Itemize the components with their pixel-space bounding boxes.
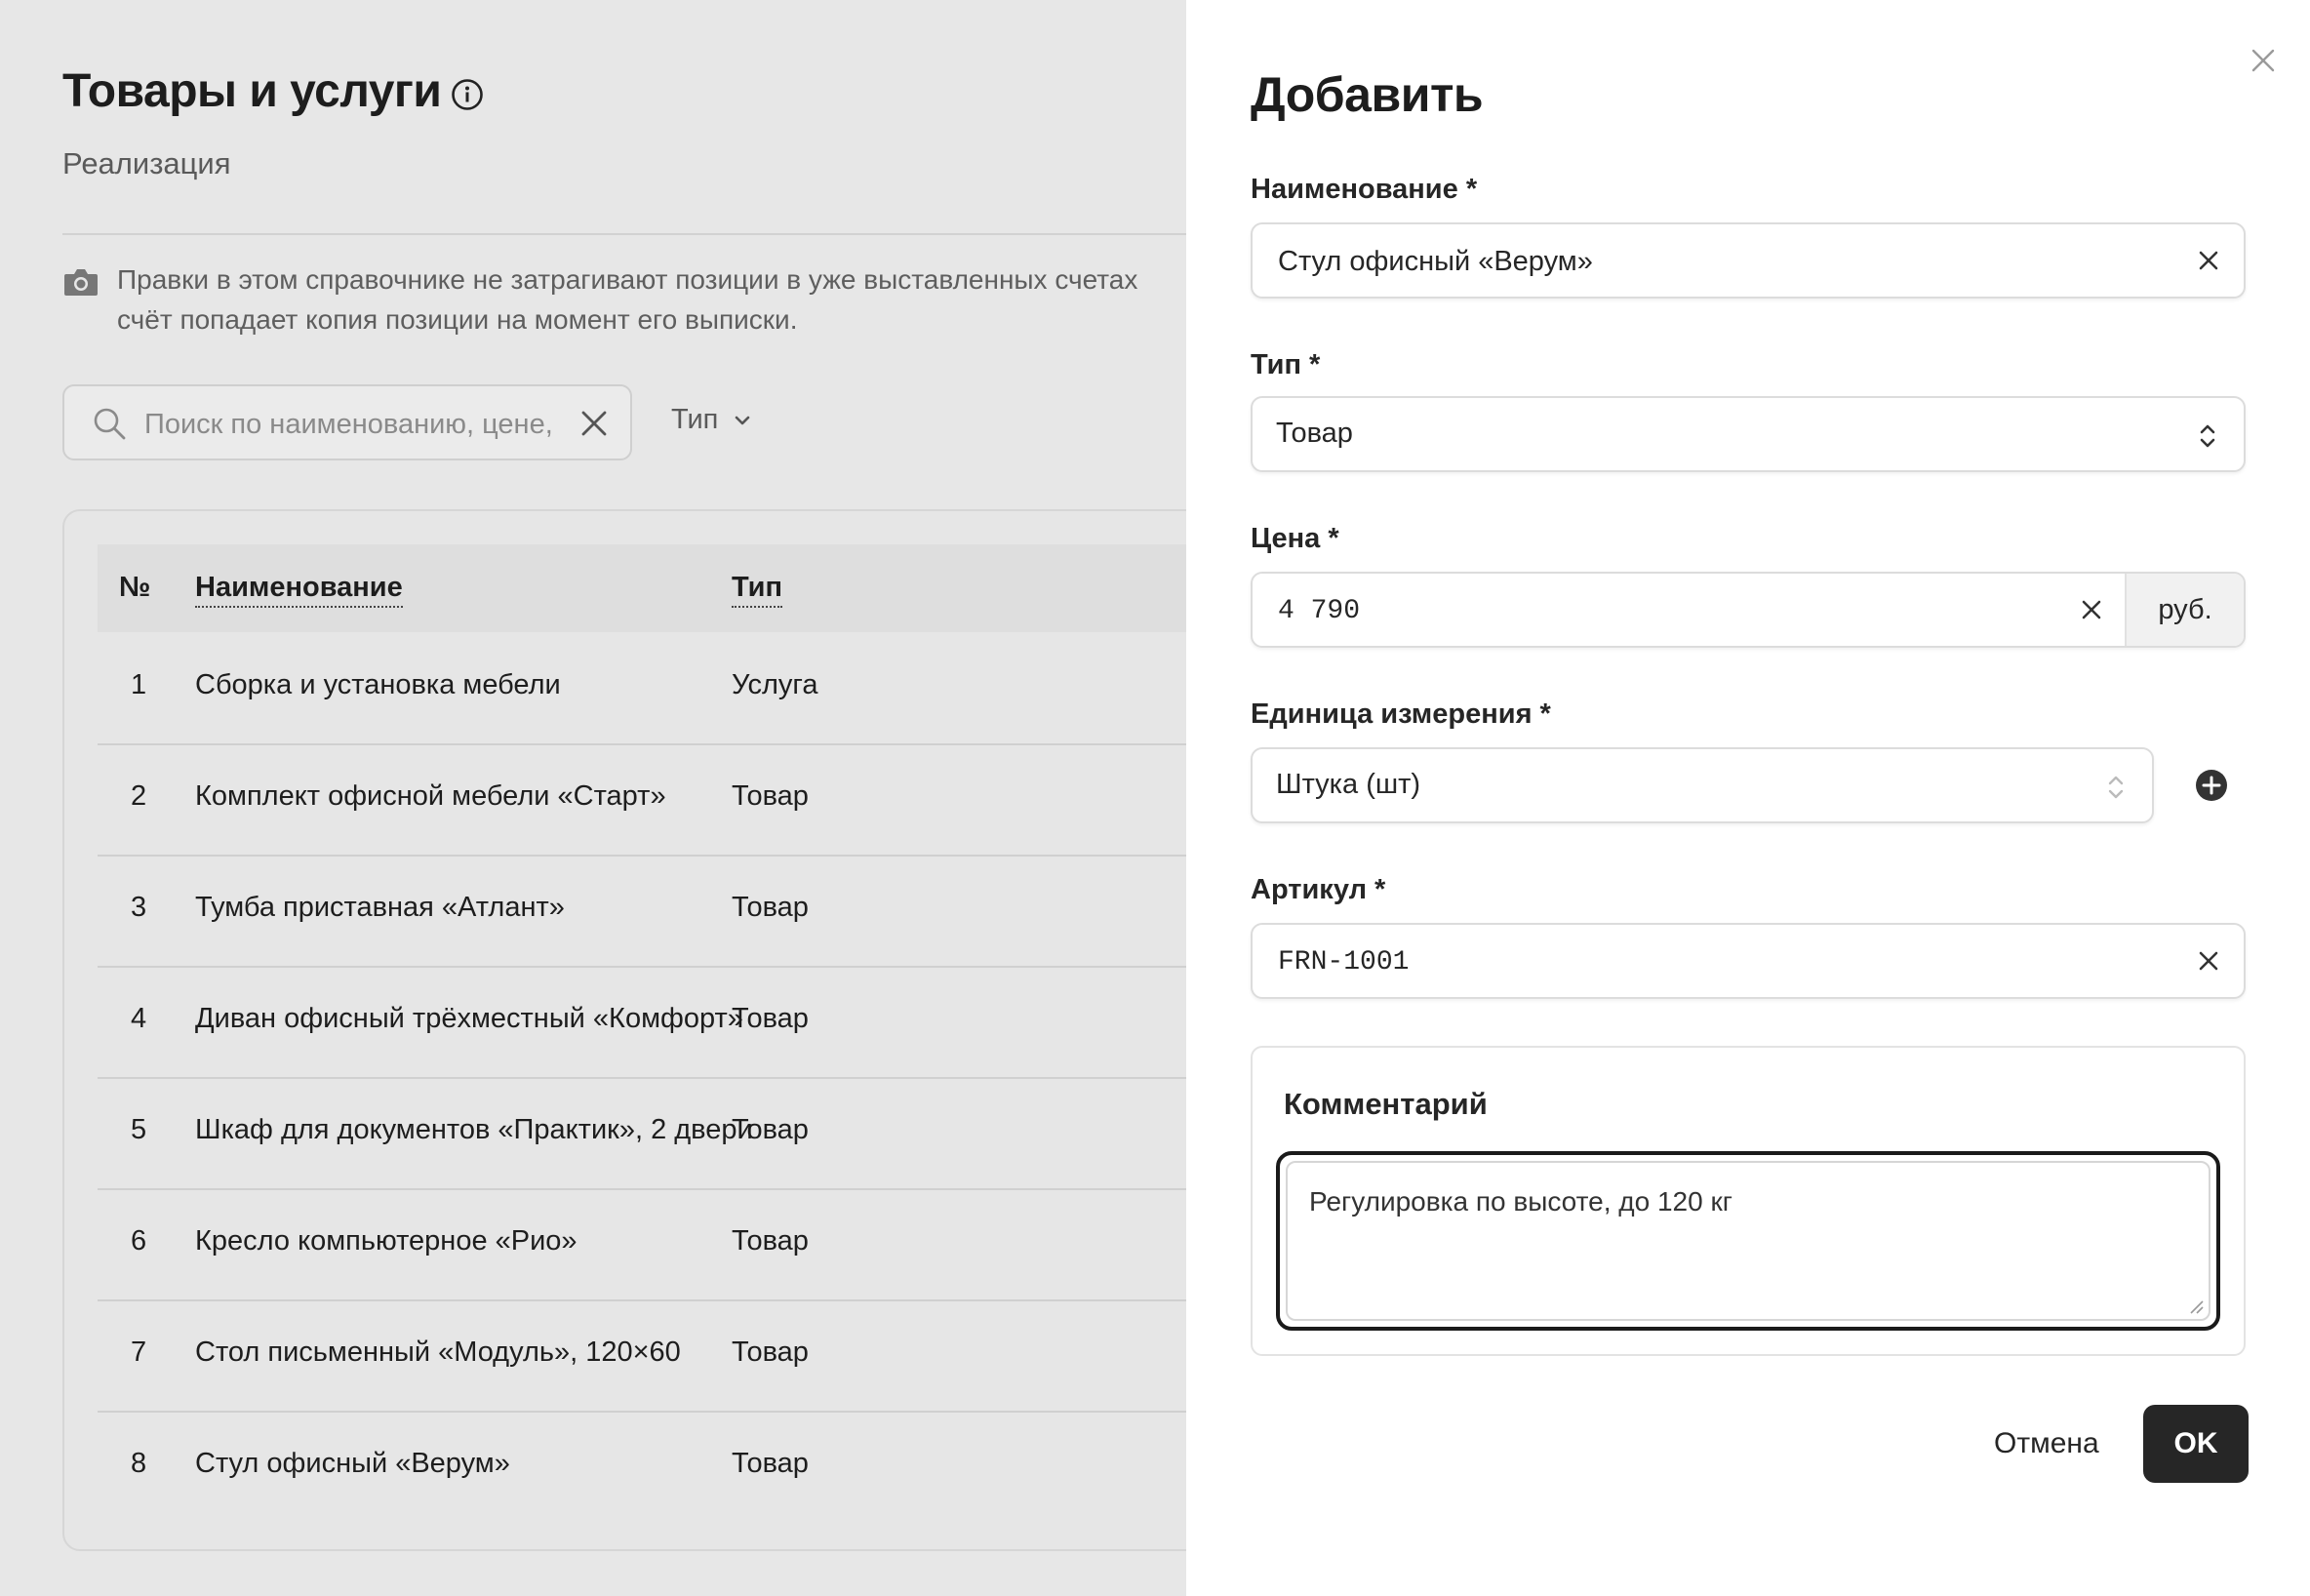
row-number: 5 bbox=[131, 1114, 147, 1145]
close-icon[interactable] bbox=[578, 408, 610, 439]
row-name: Сборка и установка мебели bbox=[195, 669, 561, 700]
close-icon[interactable] bbox=[2197, 249, 2220, 272]
row-type: Товар bbox=[732, 892, 809, 923]
price-label: Цена * bbox=[1251, 523, 1339, 554]
row-name: Тумба приставная «Атлант» bbox=[195, 892, 565, 923]
type-label: Тип * bbox=[1251, 349, 1321, 380]
name-field bbox=[1251, 222, 2246, 299]
cancel-button[interactable]: Отмена bbox=[1974, 1405, 2119, 1483]
row-number: 3 bbox=[131, 892, 147, 923]
table-row[interactable] bbox=[98, 1411, 1186, 1522]
chevron-down-icon bbox=[732, 410, 753, 431]
row-name: Диван офисный трёхместный «Комфорт» bbox=[195, 1003, 743, 1034]
row-type: Товар bbox=[732, 1448, 809, 1479]
row-type: Услуга bbox=[732, 669, 818, 700]
row-number: 1 bbox=[131, 669, 147, 700]
close-icon[interactable] bbox=[2197, 949, 2220, 973]
row-number: 2 bbox=[131, 780, 147, 812]
unit-select-value: Штука (шт) bbox=[1276, 769, 1421, 800]
unit-select[interactable] bbox=[1251, 747, 2154, 823]
search-icon bbox=[92, 406, 127, 441]
row-number: 6 bbox=[131, 1225, 147, 1257]
name-label: Наименование * bbox=[1251, 174, 1478, 205]
row-type: Товар bbox=[732, 780, 809, 812]
sku-field bbox=[1251, 923, 2246, 999]
chevron-updown-icon bbox=[2197, 419, 2218, 453]
row-number: 7 bbox=[131, 1337, 147, 1368]
comment-title: Комментарий bbox=[1284, 1087, 1488, 1121]
plus-circle-icon[interactable] bbox=[2194, 768, 2229, 803]
search-box bbox=[62, 384, 632, 460]
row-type: Товар bbox=[732, 1003, 809, 1034]
type-filter-label: Тип bbox=[671, 404, 719, 435]
divider bbox=[62, 233, 1186, 235]
comment-textarea-focus-ring bbox=[1276, 1151, 2220, 1331]
page-title: Товары и услуги bbox=[62, 65, 442, 117]
type-select-value: Товар bbox=[1276, 418, 1353, 449]
row-name: Кресло компьютерное «Рио» bbox=[195, 1225, 578, 1257]
page-subtitle: Реализация bbox=[62, 146, 231, 180]
info-icon[interactable] bbox=[451, 78, 484, 111]
row-type: Товар bbox=[732, 1225, 809, 1257]
comment-textarea[interactable] bbox=[1286, 1161, 2210, 1321]
notice-line: счёт попадает копия позиции на момент его выписки. bbox=[117, 304, 798, 335]
table-header bbox=[98, 544, 1186, 632]
camera-icon bbox=[62, 265, 100, 299]
row-name: Шкаф для документов «Практик», 2 двери bbox=[195, 1114, 753, 1145]
items-table bbox=[62, 509, 1186, 1551]
resize-grip-icon[interactable] bbox=[2187, 1297, 2205, 1315]
row-number: 8 bbox=[131, 1448, 147, 1479]
currency-addon: руб. bbox=[2125, 574, 2244, 646]
row-name: Комплект офисной мебели «Старт» bbox=[195, 780, 666, 812]
price-input[interactable] bbox=[1276, 587, 2021, 634]
row-number: 4 bbox=[131, 1003, 147, 1034]
row-name: Стул офисный «Верум» bbox=[195, 1448, 510, 1479]
comment-text: Регулировка по высоте, до 120 кг bbox=[1309, 1186, 1732, 1217]
column-header-type[interactable]: Тип bbox=[732, 572, 782, 608]
type-select[interactable] bbox=[1251, 396, 2246, 472]
table-row[interactable] bbox=[98, 966, 1186, 1079]
add-item-drawer bbox=[1186, 0, 2310, 1596]
ok-button[interactable]: OK bbox=[2143, 1405, 2249, 1483]
type-filter-dropdown[interactable] bbox=[671, 404, 753, 436]
table-row[interactable] bbox=[98, 1299, 1186, 1413]
sku-label: Артикул * bbox=[1251, 874, 1386, 905]
price-field bbox=[1251, 572, 2246, 648]
close-icon[interactable] bbox=[2080, 598, 2103, 621]
table-row[interactable] bbox=[98, 1188, 1186, 1301]
table-row[interactable] bbox=[98, 855, 1186, 968]
column-header-name[interactable]: Наименование bbox=[195, 572, 403, 608]
notice-line: Правки в этом справочнике не затрагивают позиции в уже выставленных счетах bbox=[117, 264, 1138, 295]
comment-section bbox=[1251, 1046, 2246, 1356]
column-header-number: № bbox=[119, 572, 151, 603]
row-type: Товар bbox=[732, 1337, 809, 1368]
name-input[interactable] bbox=[1276, 238, 2158, 285]
row-name: Стол письменный «Модуль», 120×60 bbox=[195, 1337, 681, 1368]
table-row[interactable] bbox=[98, 1077, 1186, 1190]
table-row[interactable] bbox=[98, 632, 1186, 745]
drawer-title: Добавить bbox=[1251, 67, 1484, 122]
row-type: Товар bbox=[732, 1114, 809, 1145]
chevron-updown-icon bbox=[2105, 771, 2127, 804]
unit-label: Единица измерения * bbox=[1251, 698, 1551, 730]
sku-input[interactable] bbox=[1276, 938, 2158, 985]
notice-text bbox=[117, 259, 1186, 339]
search-input[interactable] bbox=[142, 400, 556, 449]
close-icon[interactable] bbox=[2250, 47, 2277, 74]
table-row[interactable] bbox=[98, 743, 1186, 857]
